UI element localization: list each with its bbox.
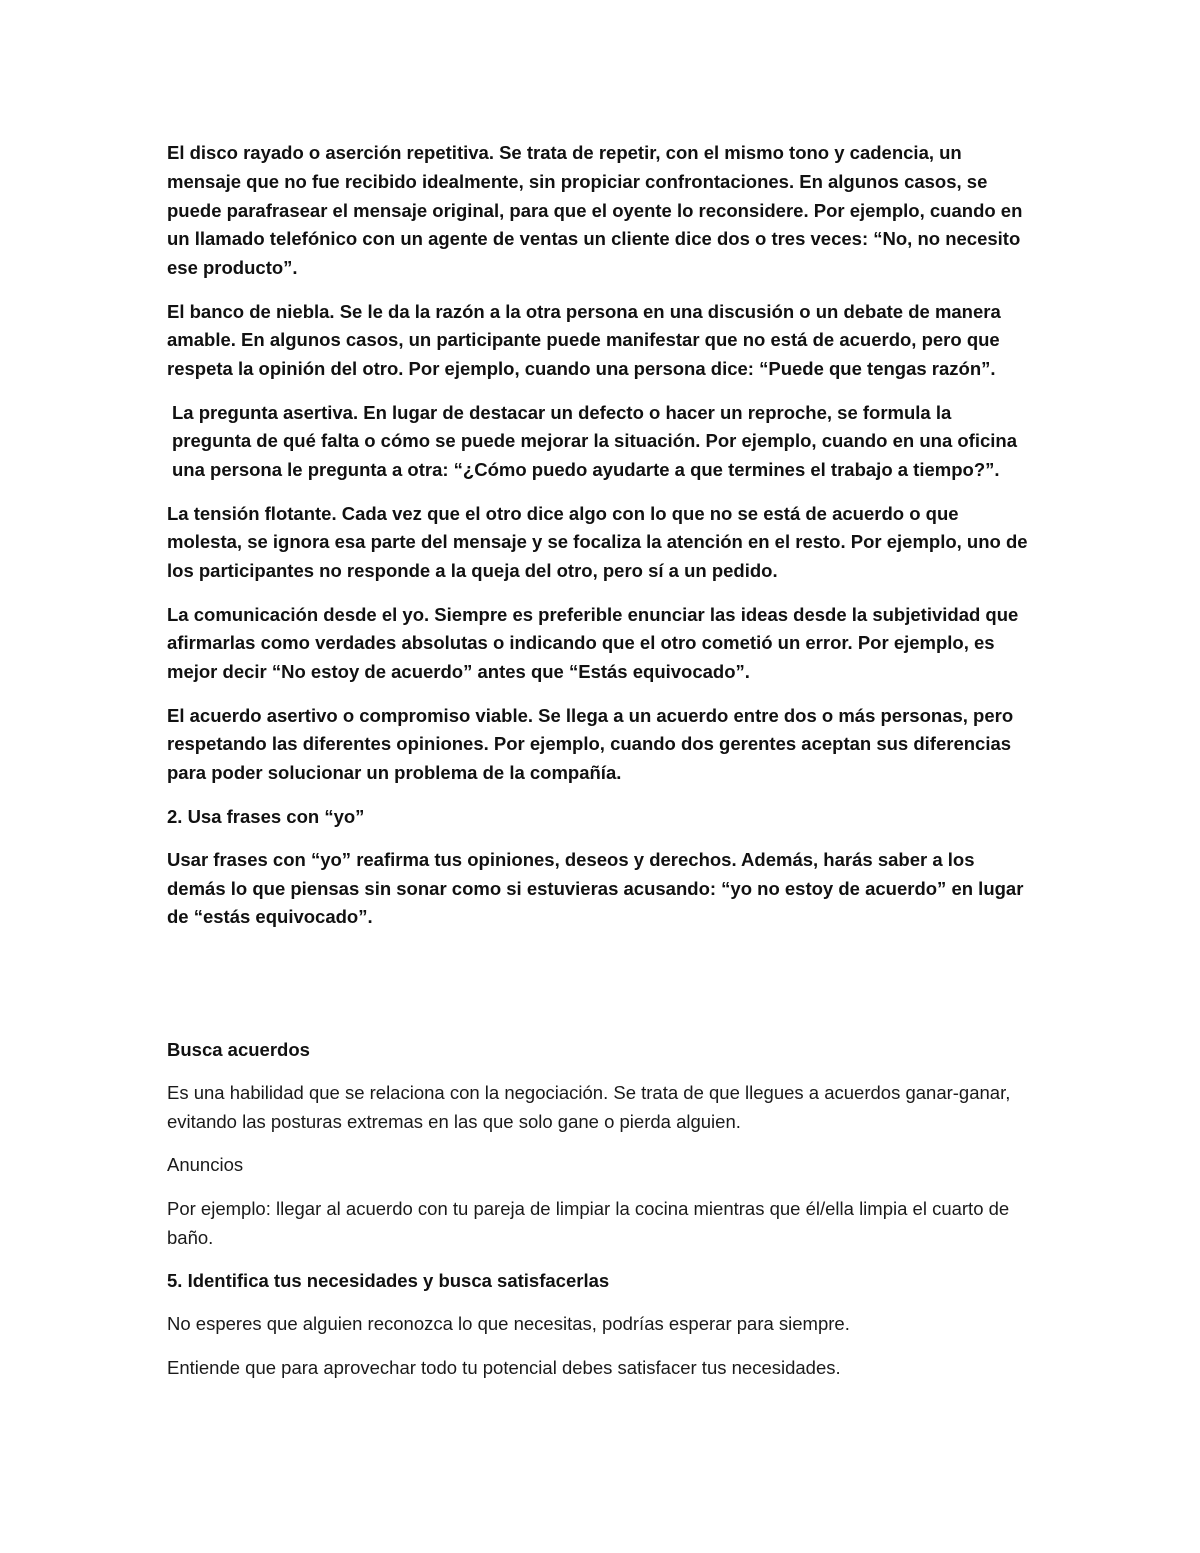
paragraph-pregunta-asertiva: La pregunta asertiva. En lugar de destacar un defecto o hacer un reproche, se formula la pregunta de qué falta o cómo se puede mejorar la situación. Por ejemplo, cuando en una oficina una persona le pregunta a otra: “¿Cómo puedo ayudarte a que termines el trabajo a tiempo?”.: [172, 401, 1018, 481]
paragraph-busca-acuerdos: Es una habilidad que se relaciona con la negociación. Se trata de que llegues a acuerdos ganar-ganar, evitando las posturas extremas en las que solo gane o pierda alguien.: [167, 1082, 1011, 1133]
paragraph-por-ejemplo: Por ejemplo: llegar al acuerdo con tu pareja de limpiar la cocina mientras que él/ella limpia el cuarto de baño.: [167, 1197, 1010, 1248]
paragraph-usar-frases: Usar frases con “yo” reafirma tus opiniones, deseos y derechos. Además, harás saber a los demás lo que piensas sin sonar como si estuvieras acusando: “yo no estoy de acuerdo” en lugar de “estás equivocado”.: [167, 848, 1024, 928]
paragraph-banco-de-niebla: El banco de niebla. Se le da la razón a la otra persona en una discusión o un debate de manera amable. En algunos casos, un participante puede manifestar que no está de acuerdo, pero que respeta la opinión del otro. Por ejemplo, cuando una persona dice: “Puede que tengas razón”.: [167, 300, 1001, 380]
document-body: [167, 139, 1032, 1397]
paragraph-comunicacion-desde-el-yo: La comunicación desde el yo. Siempre es preferible enunciar las ideas desde la subjetividad que afirmarlas como verdades absolutas o indicando que el otro cometió un error. Por ejemplo, es mejor decir “No estoy de acuerdo” antes que “Estás equivocado”.: [167, 603, 1019, 683]
paragraph-tension-flotante: La tensión flotante. Cada vez que el otro dice algo con lo que no se está de acuerdo o que molesta, se ignora esa parte del mensaje y se focaliza la atención en el resto. Por ejemplo, uno de los participantes no responde a la queja del otro, pero sí a un pedido.: [167, 502, 1028, 582]
blank-space: [167, 947, 1032, 1036]
paragraph-acuerdo-asertivo: El acuerdo asertivo o compromiso viable. Se llega a un acuerdo entre dos o más personas, pero respetando las diferentes opiniones. Por ejemplo, cuando dos gerentes aceptan sus diferencias para poder solucionar un problema de la compañía.: [167, 704, 1014, 784]
heading-busca-acuerdos: Busca acuerdos: [167, 1038, 310, 1060]
paragraph-no-esperes: No esperes que alguien reconozca lo que necesitas, podrías esperar para siempre.: [167, 1313, 850, 1335]
heading-identifica-necesidades: 5. Identifica tus necesidades y busca satisfacerlas: [167, 1270, 610, 1292]
paragraph-entiende: Entiende que para aprovechar todo tu potencial debes satisfacer tus necesidades.: [167, 1356, 841, 1378]
anuncios-label: Anuncios: [167, 1154, 244, 1176]
heading-usa-frases-con-yo: 2. Usa frases con “yo”: [167, 805, 365, 827]
paragraph-disco-rayado: El disco rayado o aserción repetitiva. Se trata de repetir, con el mismo tono y cadencia, un mensaje que no fue recibido idealmente, sin propiciar confrontaciones. En algunos casos, se puede parafrasear el mensaje original, para que el oyente lo reconsidere. Por ejemplo, cuando en un llamado telefónico con un agente de ventas un cliente dice dos o tres veces: “No, no necesito ese producto”.: [167, 142, 1023, 279]
